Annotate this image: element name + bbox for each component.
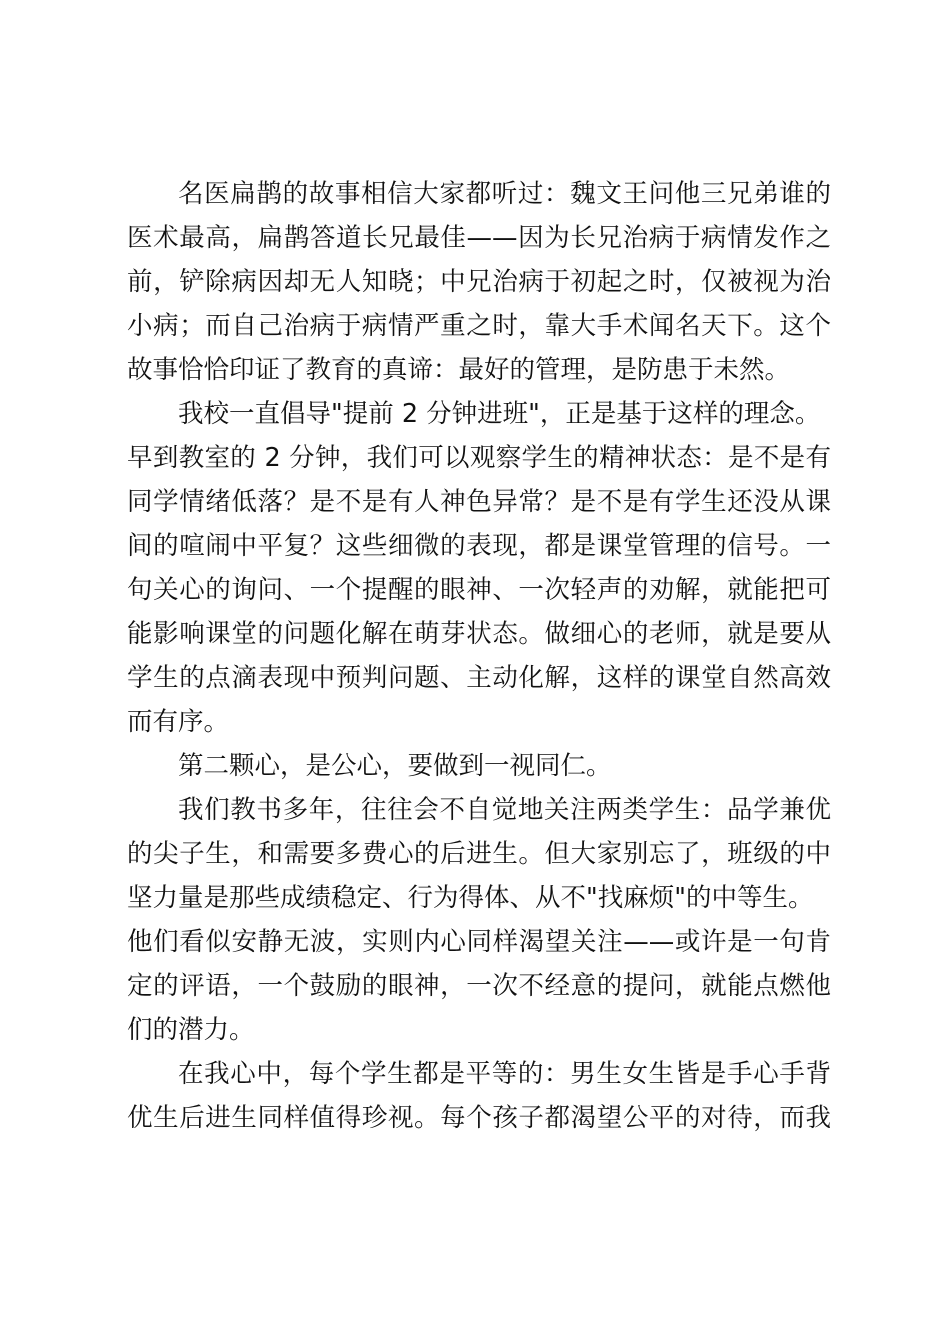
text-line: 在我心中，每个学生都是平等的：男生女生皆是手心手背 [178,1059,831,1089]
text-line: 小病；而自己治病于病情严重之时，靠大手术闻名天下。这个 [127,311,831,341]
text-line: 我们教书多年，往往会不自觉地关注两类学生：品学兼优 [178,795,831,825]
text-line: 句关心的询问、一个提醒的眼神、一次轻声的劝解，就能把可 [127,575,831,605]
text-line: 前，铲除病因却无人知晓；中兄治病于初起之时，仅被视为治 [127,267,831,297]
text-line: 间的喧闹中平复？这些细微的表现，都是课堂管理的信号。一 [127,531,831,561]
text-line: 第二颗心，是公心，要做到一视同仁。 [178,751,612,781]
text-line: 我校一直倡导"提前 2 分钟进班"，正是基于这样的理念。 [178,399,821,429]
text-line: 而有序。 [127,707,230,737]
text-line: 的尖子生，和需要多费心的后进生。但大家别忘了，班级的中 [127,839,831,869]
paragraph-bian-que-story [127,172,831,392]
text-line: 们的潜力。 [127,1015,255,1045]
text-line: 能影响课堂的问题化解在萌芽状态。做细心的老师，就是要从 [127,619,831,649]
paragraph-two-minutes-early [127,392,831,744]
text-line: 他们看似安静无波，实则内心同样渴望关注——或许是一句肯 [127,927,831,957]
paragraph-middle-students [127,788,831,1052]
paragraph-second-heart-heading [127,744,831,788]
paragraph-equal-students [127,1052,831,1140]
text-line: 优生后进生同样值得珍视。每个孩子都渴望公平的对待，而我 [127,1103,831,1133]
text-line: 医术最高，扁鹊答道长兄最佳——因为长兄治病于病情发作之 [127,223,831,253]
text-line: 故事恰恰印证了教育的真谛：最好的管理，是防患于未然。 [127,355,791,385]
text-line: 学生的点滴表现中预判问题、主动化解，这样的课堂自然高效 [127,663,831,693]
text-line: 名医扁鹊的故事相信大家都听过：魏文王问他三兄弟谁的 [178,179,831,209]
document-page [127,172,831,1140]
text-line: 同学情绪低落？是不是有人神色异常？是不是有学生还没从课 [127,487,831,517]
text-line: 早到教室的 2 分钟，我们可以观察学生的精神状态：是不是有 [127,443,831,473]
text-line: 坚力量是那些成绩稳定、行为得体、从不"找麻烦"的中等生。 [127,883,814,913]
text-line: 定的评语，一个鼓励的眼神，一次不经意的提问，就能点燃他 [127,971,831,1001]
